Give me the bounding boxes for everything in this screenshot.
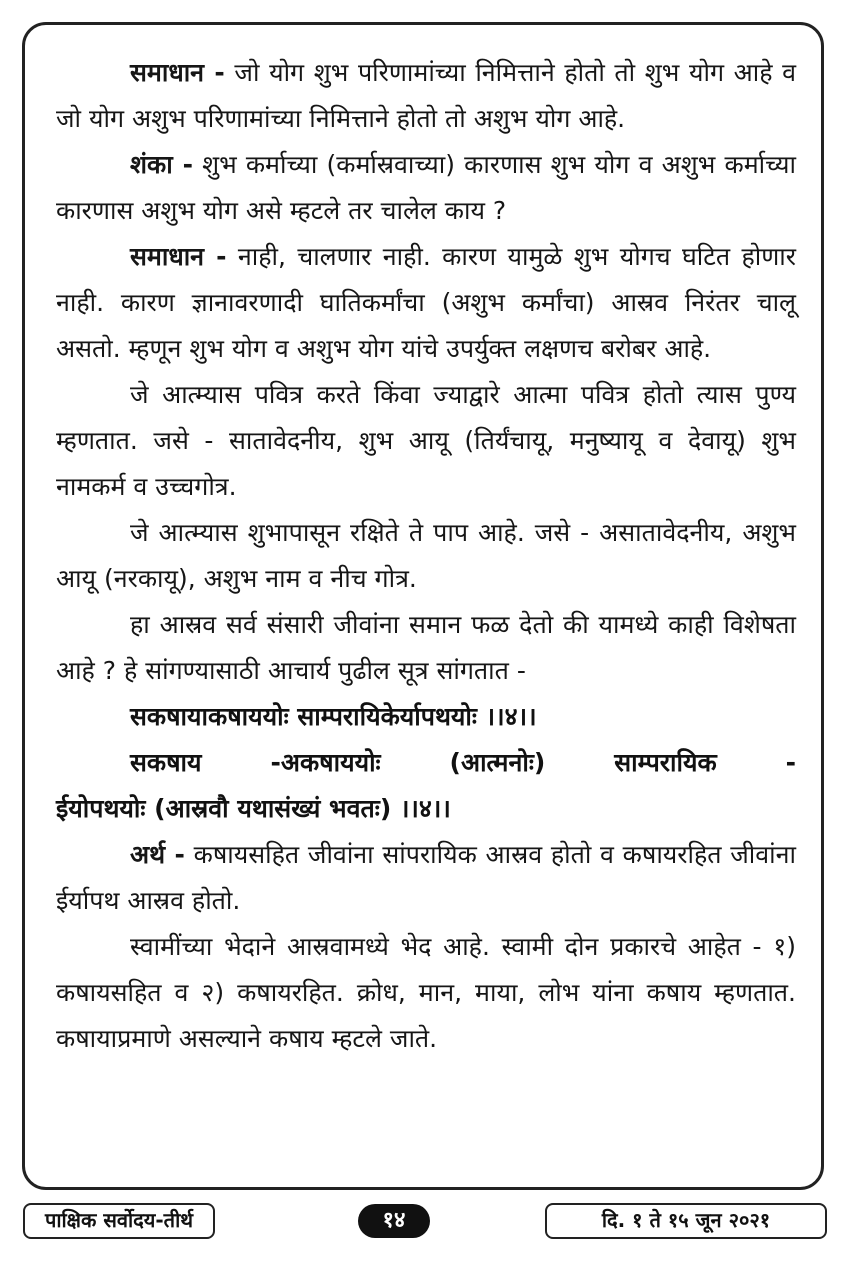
paragraph-text: नाही, चालणार नाही. कारण यामुळे शुभ योगच घटित होणार नाही. कारण ज्ञानावरणादी घातिकर्मांचा (अशुभ कर्मांचा) आस्रव निरंतर चालू असतो. म्हणून शुभ योग व अशुभ योग यांचे उपर्युक्त लक्षणच बरोबर आहे. — [56, 242, 796, 363]
paragraph-heading: समाधान - — [130, 242, 227, 271]
paragraph-text: हा आस्रव सर्व संसारी जीवांना समान फळ देतो की यामध्ये काही विशेषता आहे ? हे सांगण्यासाठी आचार्य पुढील सूत्र सांगतात - — [56, 610, 796, 685]
paragraph — [56, 602, 796, 694]
issue-date: दि. १ ते १५ जून २०२१ — [545, 1203, 827, 1239]
paragraph-heading: शंका - — [130, 150, 193, 179]
sutra-expansion-line2: ईयोपथयोः (आस्रवौ यथासंख्यं भवतः) ।।४।। — [56, 794, 451, 823]
paragraph — [56, 372, 796, 510]
sutra-text: सकषायाकषाययोः साम्परायिकेर्यापथयोः ।।४।। — [130, 702, 537, 731]
publication-name: पाक्षिक सर्वोदय-तीर्थ — [23, 1203, 215, 1239]
paragraph — [56, 50, 796, 142]
sutra-expansion-line1: सकषाय -अकषाययोः (आत्मनोः) साम्परायिक - — [130, 748, 796, 777]
sutra-expansion — [56, 740, 796, 832]
page-number: १४ — [358, 1204, 430, 1238]
paragraph-text: जे आत्म्यास पवित्र करते किंवा ज्याद्वारे आत्मा पवित्र होतो त्यास पुण्य म्हणतात. जसे - सातावेदनीय, शुभ आयू (तिर्यंचायू, मनुष्यायू व देवायू) शुभ नामकर्म व उच्चगोत्र. — [56, 380, 796, 501]
paragraph-heading: समाधान - — [130, 58, 225, 87]
paragraph — [56, 924, 796, 1062]
paragraph — [56, 234, 796, 372]
paragraph-text: जे आत्म्यास शुभापासून रक्षिते ते पाप आहे. जसे - असातावेदनीय, अशुभ आयू (नरकायू), अशुभ नाम व नीच गोत्र. — [56, 518, 796, 593]
page-footer — [0, 1203, 850, 1243]
paragraph-text: कषायसहित जीवांना सांपरायिक आस्रव होतो व कषायरहित जीवांना ईर्यापथ आस्रव होतो. — [56, 840, 796, 915]
paragraph — [56, 832, 796, 924]
page-content — [56, 50, 796, 1062]
paragraph-text: स्वामींच्या भेदाने आस्रवामध्ये भेद आहे. स्वामी दोन प्रकारचे आहेत - १) कषायसहित व २) कषायरहित. क्रोध, मान, माया, लोभ यांना कषाय म्हणतात. कषायाप्रमाणे असल्याने कषाय म्हटले जाते. — [56, 932, 796, 1053]
paragraph — [56, 510, 796, 602]
paragraph — [56, 142, 796, 234]
paragraph-text: जो योग शुभ परिणामांच्या निमित्ताने होतो तो शुभ योग आहे व जो योग अशुभ परिणामांच्या निमित्ताने होतो तो अशुभ योग आहे. — [56, 58, 796, 133]
paragraph-heading: अर्थ - — [130, 840, 185, 869]
paragraph-text: शुभ कर्माच्या (कर्मास्रवाच्या) कारणास शुभ योग व अशुभ कर्माच्या कारणास अशुभ योग असे म्हटले तर चालेल काय ? — [56, 150, 796, 225]
